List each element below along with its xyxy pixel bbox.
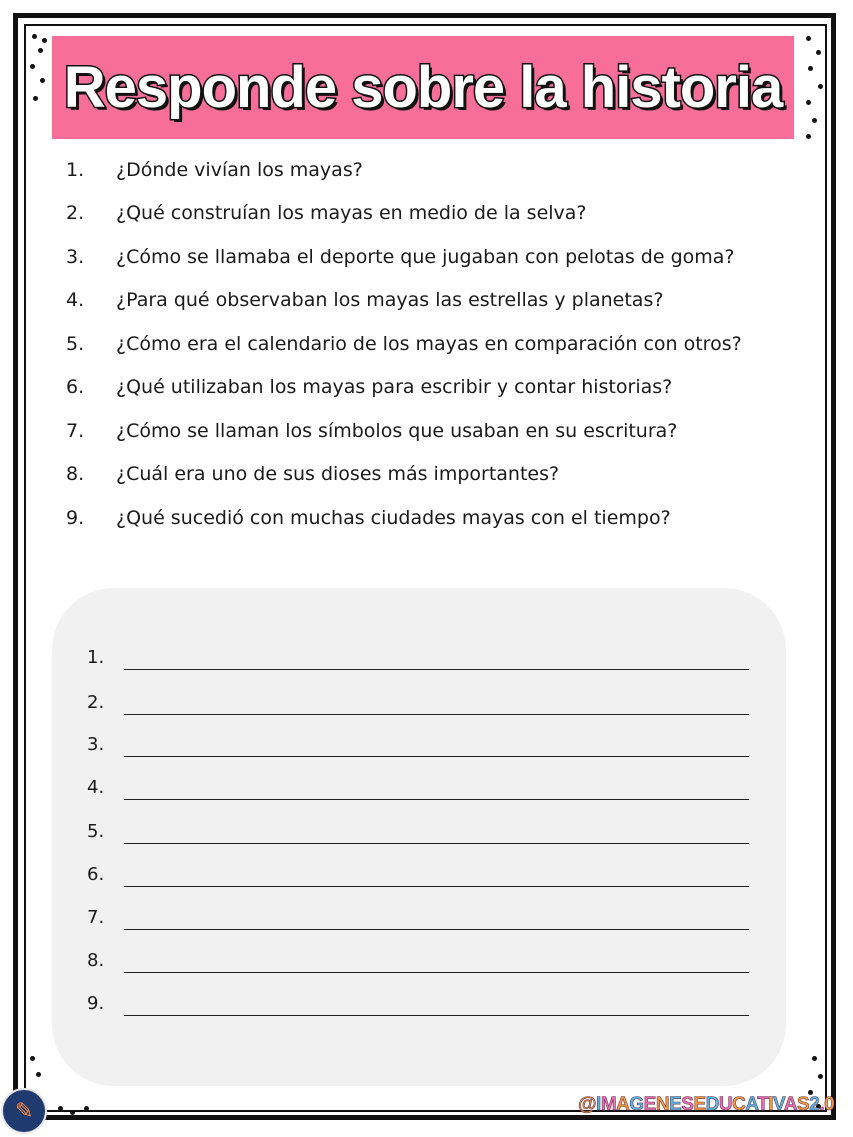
answer-line-row[interactable] bbox=[87, 727, 749, 757]
question-item bbox=[66, 153, 363, 187]
question-item bbox=[66, 240, 735, 274]
answer-number: 5. bbox=[87, 821, 105, 842]
question-text: ¿Qué sucedió con muchas ciudades mayas con el tiempo? bbox=[116, 507, 671, 529]
answer-number: 2. bbox=[87, 692, 105, 713]
question-number: 4. bbox=[66, 289, 85, 311]
question-text: ¿Qué utilizaban los mayas para escribir y contar historias? bbox=[116, 376, 673, 398]
answer-number: 9. bbox=[87, 993, 105, 1014]
question-text: ¿Cómo era el calendario de los mayas en comparación con otros? bbox=[116, 333, 742, 355]
answer-line-row[interactable] bbox=[87, 943, 749, 973]
question-text: ¿Cómo se llamaba el deporte que jugaban con pelotas de goma? bbox=[116, 246, 735, 268]
answer-line-row[interactable] bbox=[87, 857, 749, 887]
answer-number: 6. bbox=[87, 864, 105, 885]
answer-number: 7. bbox=[87, 907, 105, 928]
question-text: ¿Cómo se llaman los símbolos que usaban en su escritura? bbox=[116, 420, 678, 442]
answer-line-row[interactable] bbox=[87, 685, 749, 715]
question-number: 6. bbox=[66, 376, 85, 398]
question-item bbox=[66, 501, 671, 535]
answer-line[interactable] bbox=[124, 714, 749, 715]
question-text: ¿Dónde vivían los mayas? bbox=[116, 159, 363, 181]
answer-line-row[interactable] bbox=[87, 986, 749, 1016]
question-number: 3. bbox=[66, 246, 85, 268]
question-number: 8. bbox=[66, 463, 85, 485]
pencil-logo-icon: ✎ bbox=[1, 1088, 47, 1134]
title-banner bbox=[52, 36, 794, 139]
question-item bbox=[66, 327, 742, 361]
answer-number: 8. bbox=[87, 950, 105, 971]
question-number: 1. bbox=[66, 159, 85, 181]
page-title: Responde sobre la historia bbox=[63, 55, 783, 120]
question-item bbox=[66, 283, 663, 317]
answer-line[interactable] bbox=[124, 756, 749, 757]
answer-line-row[interactable] bbox=[87, 814, 749, 844]
question-number: 2. bbox=[66, 202, 85, 224]
question-item bbox=[66, 370, 672, 404]
answer-line[interactable] bbox=[124, 972, 749, 973]
answer-number: 3. bbox=[87, 734, 105, 755]
question-item bbox=[66, 457, 559, 491]
answer-line[interactable] bbox=[124, 669, 749, 670]
answer-line-row[interactable] bbox=[87, 900, 749, 930]
question-text: ¿Para qué observaban los mayas las estrellas y planetas? bbox=[116, 289, 664, 311]
answer-line[interactable] bbox=[124, 1015, 749, 1016]
question-number: 7. bbox=[66, 420, 85, 442]
watermark-text: @IMAGENESEDUCATIVAS2.0 bbox=[578, 1094, 835, 1115]
question-number: 9. bbox=[66, 507, 85, 529]
answer-panel bbox=[52, 588, 786, 1086]
answer-line[interactable] bbox=[124, 886, 749, 887]
answer-line[interactable] bbox=[124, 843, 749, 844]
answer-line[interactable] bbox=[124, 929, 749, 930]
question-text: ¿Cuál era uno de sus dioses más importantes? bbox=[116, 463, 560, 485]
answer-number: 1. bbox=[87, 647, 105, 668]
answer-line-row[interactable] bbox=[87, 770, 749, 800]
question-number: 5. bbox=[66, 333, 85, 355]
answer-number: 4. bbox=[87, 777, 105, 798]
question-text: ¿Qué construían los mayas en medio de la selva? bbox=[116, 202, 587, 224]
answer-line-row[interactable] bbox=[87, 640, 749, 670]
question-item bbox=[66, 196, 587, 230]
question-item bbox=[66, 414, 677, 448]
answer-line[interactable] bbox=[124, 799, 749, 800]
